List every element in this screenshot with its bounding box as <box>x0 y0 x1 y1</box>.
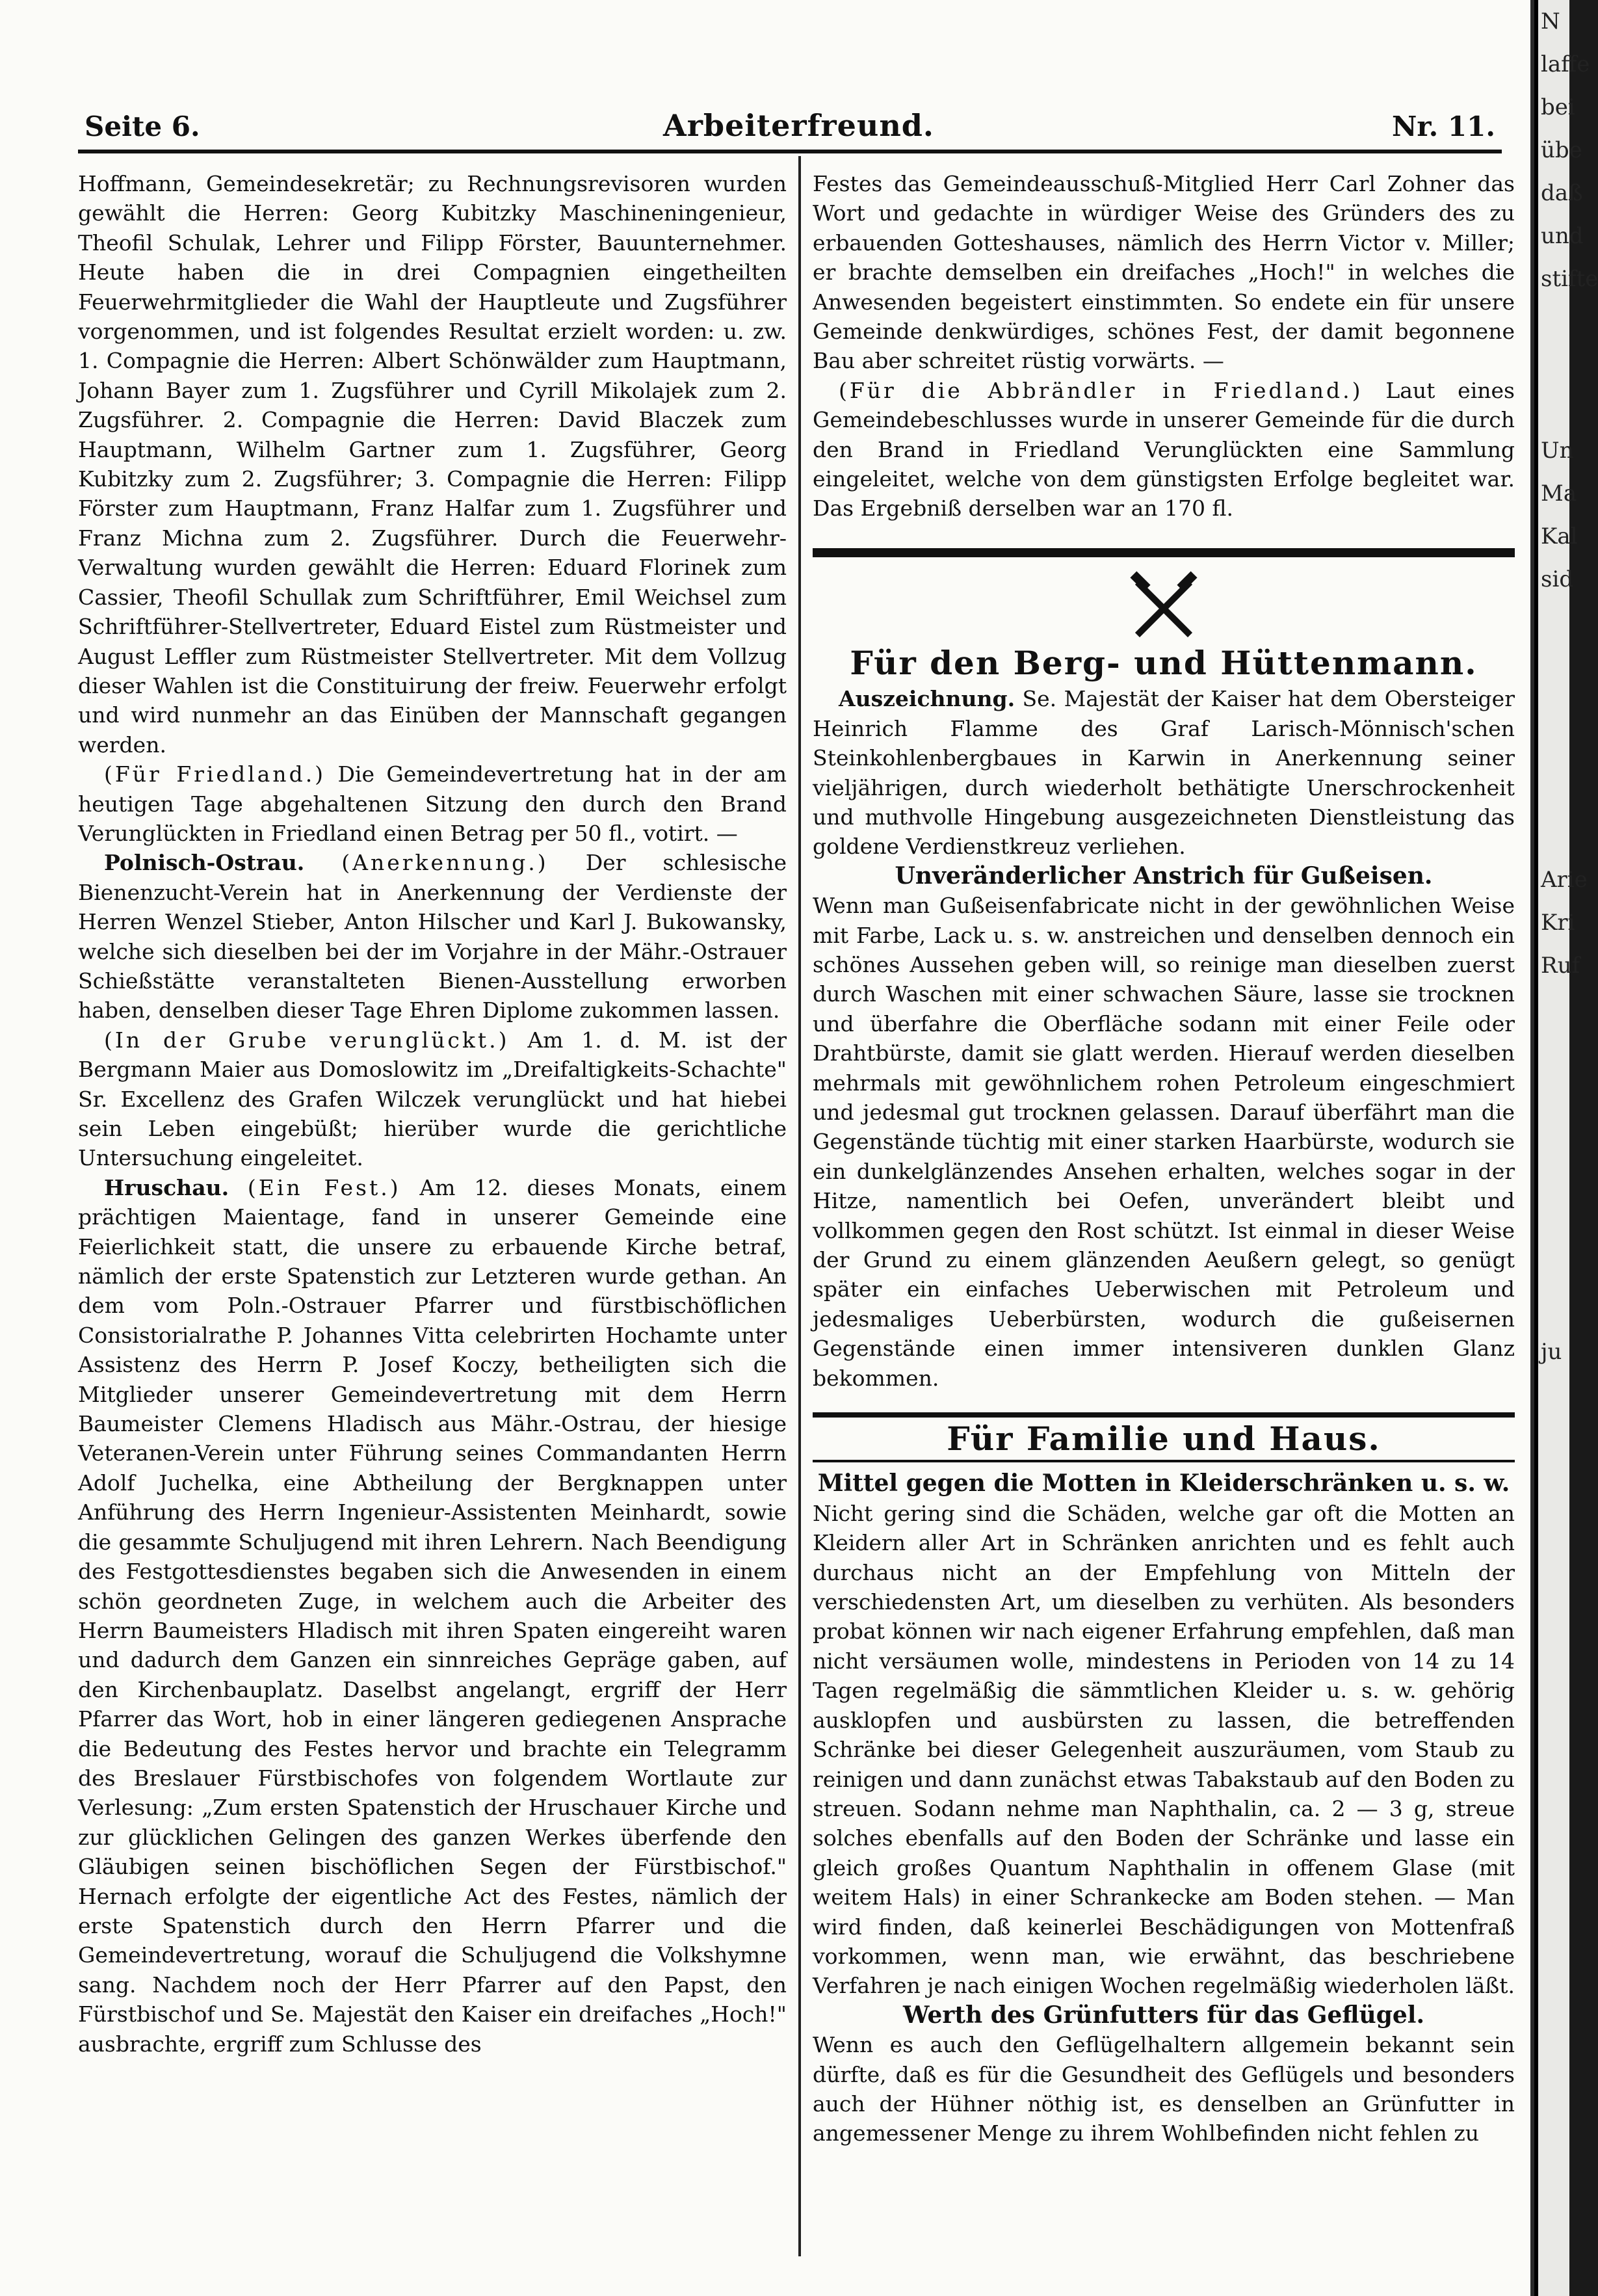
adjacent-page-fragment: ju <box>1541 1339 1562 1365</box>
article-paragraph: Nicht gering sind die Schäden, welche gar oft die Motten an Kleidern aller Art in Schränken anrichten und es fehlt auch durchaus nicht an der Empfehlung von Mitteln der verschiedensten Art, um dieselben zu verhüten. Als besonders probat können wir nach eigener Erfahrung empfehlen, daß man nicht versäumen wolle, mindestens in Perioden von 14 zu 14 Tagen regelmäßig die sämmtlichen Kleider u. s. w. gehörig ausklopfen und ausbürsten zu lassen, die betreffenden Schränke bei dieser Gelegenheit auszuräumen, vom Staub zu reinigen und dann zunächst etwas Tabakstaub auf den Boden zu streuen. Sodann nehme man Naphthalin, ca. 2 — 3 g, streue solches ebenfalls auf den Boden der Schränke und lasse ein gleich großes Quantum Naphthalin in offenem Glase (mit weitem Hals) in einer Schrankecke am Boden stehen. — Man wird finden, daß keinerlei Beschädigungen von Mottenfraß vorkommen, wenn man, wie erwähnt, das beschriebene Verfahren je nach einigen Wochen regelmäßig wiederholen läßt. <box>813 1500 1515 1999</box>
left-column <box>78 169 787 2059</box>
right-column <box>813 169 1515 2148</box>
article-paragraph: Hruschau. (Ein Fest.) Am 12. dieses Monats, einem prächtigen Maientage, fand in unserer Gemeinde eine Feierlichkeit statt, die unsere zu erbauende Kirche betraf, nämlich der erste Spatenstich zur Letzteren wurde gethan. An dem vom Poln.-Ostrauer Pfarrer und fürstbischöflichen Consistorialrathe P. Johannes Vitta celebrirten Hochamte unter Assistenz des Herrn P. Josef Koczy, betheiligten sich die Mitglieder unserer Gemeindevertretung mit dem Herrn Baumeister Clemens Hladisch aus Mähr.-Ostrau, der hiesige Veteranen-Verein unter Führung seines Commandanten Herrn Adolf Juchelka, eine Abtheilung der Bergknappen unter Anführung des Herrn Ingenieur-Assistenten Meinhardt, sowie die gesammte Schuljugend mit ihren Lehrern. Nach Beendigung des Festgottesdienstes begaben sich die Anwesenden in einem schön geordneten Zuge, in welchem auch die Arbeiter des Herrn Baumeisters Hladisch mit ihren Spaten eingereiht waren und dadurch dem Ganzen ein sinnreiches Gepräge gaben, auf den Kirchenbauplatz. Daselbst angelangt, ergriff der Herr Pfarrer das Wort, hob in einer längeren gediegenen Ansprache die Bedeutung des Festes hervor und brachte ein Telegramm des Breslauer Fürstbischofes von folgendem Wortlaute zur Verlesung: „Zum ersten Spatenstich der Hruschauer Kirche und zur glücklichen Gelingen des ganzen Werkes überfende den Gläubigen seinen bischöflichen Segen der Fürstbischof." Hernach erfolgte der eigentliche Act des Festes, nämlich der erste Spatenstich durch den Herrn Pfarrer und die Gemeindevertretung, worauf die Schuljugend die Volkshymne sang. Nachdem noch der Herr Pfarrer auf den Papst, den Fürstbischof und Se. Majestät den Kaiser ein dreifaches „Hoch!" ausbrachte, ergriff zum Schlusse des <box>78 1174 787 2057</box>
newspaper-title: Arbeiterfreund. <box>663 108 934 143</box>
adjacent-page-fragment: daß <box>1541 180 1583 206</box>
adjacent-page-fragment <box>1538 1159 1569 1202</box>
article-paragraph: (Für die Abbrändler in Friedland.) Laut eines Gemeindebeschlusses wurde in unserer Gemeinde für die durch den Brand in Friedland Verunglückten eine Sammlung eingeleitet, welche von dem günstigsten Erfolge begleitet war. Das Ergebniß derselben war an 170 fl. <box>813 377 1515 521</box>
adjacent-page-fragment: Un <box>1541 438 1574 464</box>
adjacent-page-fragment <box>1538 987 1569 1030</box>
adjacent-page-fragment: Arie <box>1541 867 1588 893</box>
article-paragraph: Hoffmann, Gemeindesekretär; zu Rechnungsrevisoren wurden gewählt die Herren: Georg Kubitzky Maschineningenieur, Theofil Schulak, Lehrer und Filipp Förster, Bauunternehmer. Heute haben die in drei Compagnien eingetheilten Feuerwehrmitglieder die Wahl der Hauptleute und Zugsführer vorgenommen, und ist folgendes Resultat erzielt worden: u. zw. 1. Compagnie die Herren: Albert Schönwälder zum Hauptmann, Johann Bayer zum 1. Zugsführer und Cyrill Mikolajek zum 2. Zugsführer. 2. Compagnie die Herren: David Blaczek zum Hauptmann, Wilhelm Gartner zum 1. Zugsführer, Georg Kubitzky zum 2. Zugsführer; 3. Compagnie die Herren: Filipp Förster zum Hauptmann, Franz Halfar zum 1. Zugsführer und Franz Michna zum 2. Zugsführer. Durch die Feuerwehr-Verwaltung wurden gewählt die Herren: Eduard Florinek zum Cassier, Theofil Schullak zum Schriftführer, Emil Weichsel zum Schriftführer-Stellvertreter, Eduard Eistel zum Rüstmeister und August Leffler zum Rüstmeister Stellvertreter. Mit dem Vollzug dieser Wahlen ist die Constituirung der freiw. Feuerwehr erfolgt und wird nunmehr an das Einüben der Mannschaft gegangen werden. <box>78 171 787 758</box>
article-paragraph: Polnisch-Ostrau. (Anerkennung.) Der schlesische Bienenzucht-Verein hat in Anerkennung der Verdienste der Herren Wenzel Stieber, Anton Hilscher und Karl J. Bukowansky, welche sich dieselben bei der im Vorjahre in der Mähr.-Ostrauer Schießstätte veranstalteten Bienen-Ausstellung erworben haben, denselben dieser Tage Ehren Diplome zukommen lassen. <box>78 850 787 1023</box>
adjacent-page-fragment: stifte <box>1541 266 1598 292</box>
issue-number: Nr. 11. <box>1392 111 1495 142</box>
page-number-label: Seite 6. <box>85 111 200 142</box>
adjacent-page-fragment: und <box>1541 223 1584 249</box>
adjacent-page-fragment <box>1538 644 1569 687</box>
article-paragraph: Auszeichnung. Se. Majestät der Kaiser hat dem Obersteiger Heinrich Flamme des Graf Larisch-Mönnisch'schen Steinkohlenbergbaues in Karwin in Anerkennung seiner vieljährigen, durch wiederholt bethätigte Unerschrockenheit und muthvolle Hingebung ausgezeichneten Dienstleistung das goldene Verdienstkreuz verliehen. <box>813 686 1515 860</box>
article-heading: Werth des Grünfutters für das Geflügel. <box>903 2001 1424 2029</box>
adjacent-page-fragment <box>1538 730 1569 772</box>
hammer-and-pick-icon <box>1128 573 1199 644</box>
article-subhead: (Für Friedland.) <box>104 761 326 787</box>
section-rule <box>813 1412 1515 1418</box>
adjacent-page-fragment: Ruf <box>1541 953 1580 979</box>
section-title-family: Für Familie und Haus. <box>947 1419 1381 1458</box>
adjacent-page-fragment <box>1538 1202 1569 1245</box>
adjacent-page-fragment <box>1538 772 1569 815</box>
adjacent-page-fragment <box>1538 300 1569 343</box>
adjacent-page-fragment: Kri <box>1541 910 1575 936</box>
section-rule <box>813 548 1515 557</box>
page-header <box>78 98 1508 150</box>
article-heading: Unveränderlicher Anstrich für Gußeisen. <box>895 862 1433 890</box>
article-paragraph: (In der Grube verunglückt.) Am 1. d. M. ist der Bergmann Maier aus Domoslowitz im „Dreifaltigkeits-Schachte" Sr. Excellenz des Grafen Wilczek verunglückt und hat hiebei sein Leben eingebüßt; hierüber wurde die gerichtliche Untersuchung eingeleitet. <box>78 1027 787 1171</box>
article-heading: Auszeichnung. <box>839 686 1015 712</box>
adjacent-page-fragment <box>1538 687 1569 730</box>
adjacent-page-fragment <box>1538 1287 1569 1330</box>
header-rule <box>78 150 1502 153</box>
adjacent-page-fragment: Kal <box>1541 523 1578 549</box>
article-subhead: (Für die Abbrändler in Friedland.) <box>839 377 1363 403</box>
article-subhead: (Anerkennung.) <box>341 850 549 876</box>
adjacent-page-fragment <box>1538 601 1569 644</box>
place-heading: Polnisch-Ostrau. <box>104 850 305 876</box>
adjacent-page-fragment: sid <box>1541 566 1574 592</box>
section-title-mining: Für den Berg- und Hüttenmann. <box>850 643 1478 682</box>
article-subhead: (Ein Fest.) <box>247 1174 401 1200</box>
adjacent-page-fragment <box>1538 1073 1569 1116</box>
column-divider <box>798 156 801 2256</box>
section-rule <box>813 1460 1515 1462</box>
adjacent-page-fragment <box>1538 343 1569 386</box>
article-paragraph: Wenn es auch den Geflügelhaltern allgemein bekannt sein dürfte, daß es für die Gesundheit des Geflügels und besonders auch der Hühner nöthig ist, es denselben an Grünfutter in angemessener Menge zu ihrem Wohlbefinden nicht fehlen zu <box>813 2032 1515 2146</box>
article-paragraph: Wenn man Gußeisenfabricate nicht in der gewöhnlichen Weise mit Farbe, Lack u. s. w. anstreichen und denselben dennoch ein schönes Aussehen geben will, so reinige man dieselben zuerst durch Waschen mit einer schwachen Säure, lasse sie trocknen und überfahre die Oberfläche sodann mit einer Feile oder Drahtbürste, damit sie glatt werden. Hierauf werden dieselben mehrmals mit gewöhnlichem rohen Petroleum eingeschmiert und jedesmal gut trocknen gelassen. Darauf überfährt man die Gegenstände tüchtig mit einer starken Haarbürste, wodurch sie ein dunkelglänzendes Ansehen erhalten, welches sogar in der Hitze, namentlich bei Oefen, unverändert bleibt und vollkommen gegen den Rost schützt. Ist einmal in dieser Weise der Grund zu einem glänzenden Aeußern gelegt, so genügt später ein einfaches Ueberwischen mit Petroleum und jedesmaliges Ueberbürsten, wodurch die gußeisernen Gegenstände einen immer intensiveren dunklen Glanz bekommen. <box>813 893 1515 1391</box>
adjacent-page-fragment: bei <box>1541 94 1575 120</box>
article-heading: Mittel gegen die Motten in Kleiderschränken u. s. w. <box>817 1470 1510 1498</box>
article-subhead: (In der Grube verunglückt.) <box>104 1027 510 1053</box>
place-heading: Hruschau. <box>104 1174 229 1200</box>
adjacent-page-fragment <box>1538 386 1569 429</box>
adjacent-page-fragment: laffe <box>1541 51 1590 77</box>
adjacent-page-fragment: N <box>1541 8 1560 34</box>
adjacent-page-fragment: übe <box>1541 137 1582 163</box>
adjacent-page-edge <box>1534 0 1598 2296</box>
adjacent-page-fragment <box>1538 1245 1569 1287</box>
adjacent-page-fragment <box>1538 1116 1569 1159</box>
article-paragraph: (Für Friedland.) Die Gemeindevertretung hat in der am heutigen Tage abgehaltenen Sitzung den durch den Brand Verunglückten in Friedland einen Betrag per 50 fl., votirt. — <box>78 761 787 846</box>
adjacent-page-fragment <box>1538 1030 1569 1073</box>
adjacent-page-fragment <box>1538 815 1569 858</box>
adjacent-page-fragment: Ma <box>1541 481 1577 507</box>
article-paragraph: Festes das Gemeindeausschuß-Mitglied Herr Carl Zohner das Wort und gedachte in würdiger Weise des Gründers des zu erbauenden Gotteshauses, nämlich des Herrn Victor v. Miller; er brachte demselben ein dreifaches „Hoch!" in welches die Anwesenden begeistert einstimmten. So endete ein für unsere Gemeinde denkwürdiges, schönes Fest, der damit begonnene Bau aber schreitet rüstig vorwärts. — <box>813 171 1515 374</box>
